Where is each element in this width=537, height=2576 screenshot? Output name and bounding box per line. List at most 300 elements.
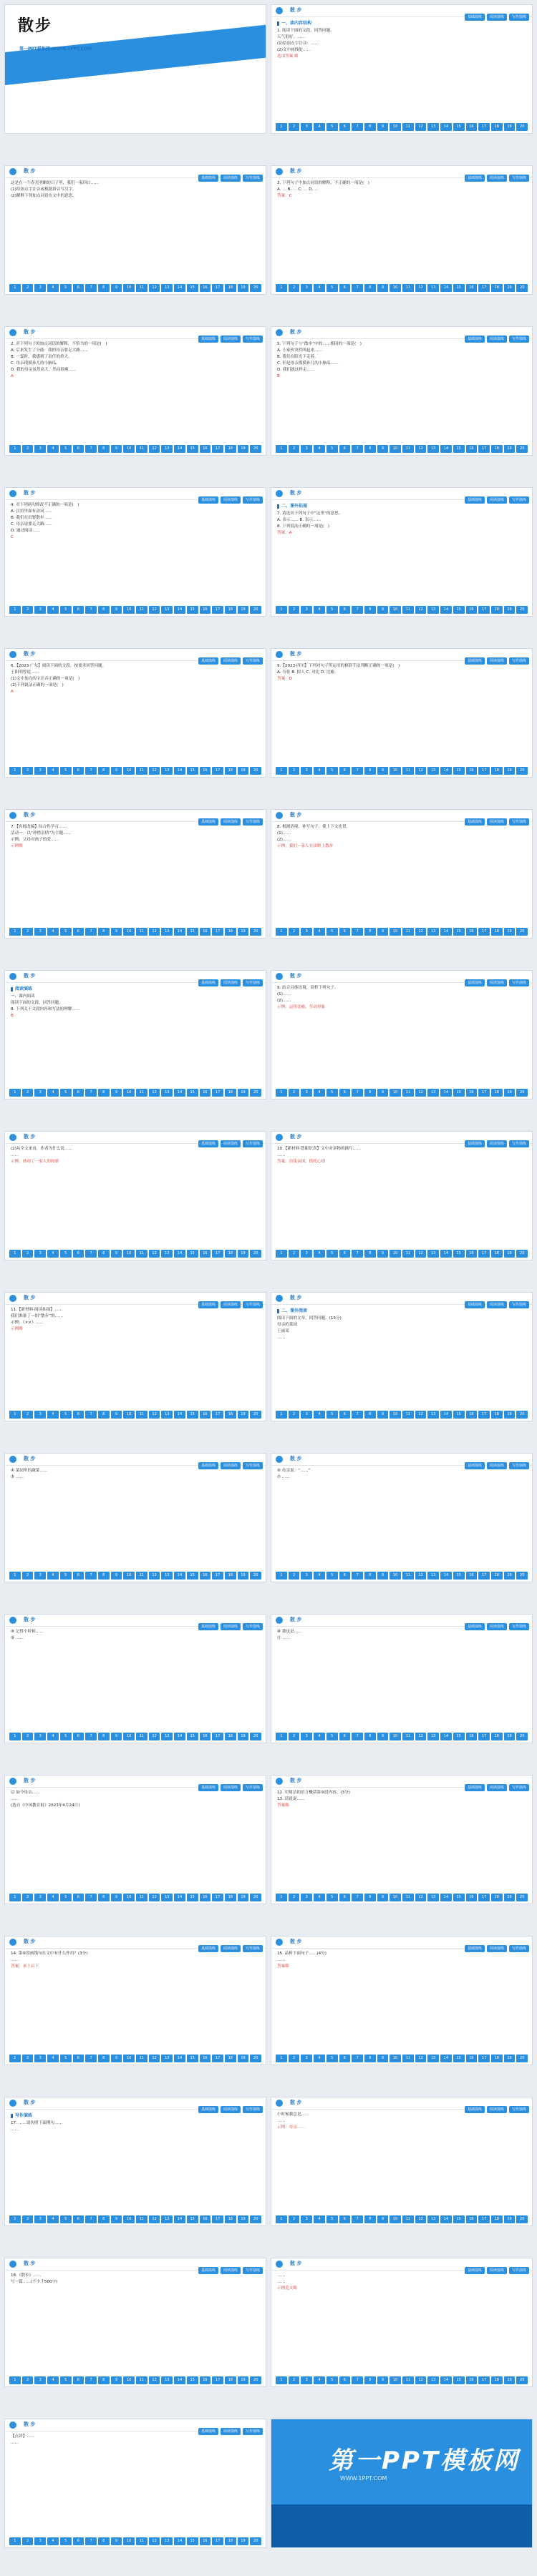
- question-number-button[interactable]: 3: [301, 445, 312, 453]
- question-number-button[interactable]: 10: [123, 1894, 135, 1901]
- slide-7[interactable]: [4, 487, 266, 617]
- question-number-button[interactable]: 13: [161, 606, 173, 614]
- question-number-button[interactable]: 15: [187, 2215, 198, 2223]
- question-number-button[interactable]: 13: [427, 1572, 439, 1580]
- nav-button[interactable]: 阅读演练: [221, 175, 241, 182]
- question-number-button[interactable]: 3: [34, 2055, 46, 2062]
- question-number-button[interactable]: 8: [98, 606, 110, 614]
- question-number-button[interactable]: 13: [427, 928, 439, 936]
- question-number-button[interactable]: 14: [174, 2376, 185, 2384]
- question-number-button[interactable]: 16: [466, 1733, 478, 1740]
- nav-button[interactable]: 阅读演练: [487, 657, 507, 665]
- nav-button[interactable]: 基础演练: [198, 496, 218, 504]
- question-number-button[interactable]: 19: [238, 2537, 249, 2545]
- nav-button[interactable]: 基础演练: [465, 657, 485, 665]
- question-number-button[interactable]: 9: [111, 1089, 122, 1097]
- question-number-button[interactable]: 7: [352, 284, 363, 292]
- question-number-button[interactable]: 2: [22, 1572, 34, 1580]
- question-number-button[interactable]: 10: [390, 445, 401, 453]
- question-number-button[interactable]: 20: [516, 1733, 528, 1740]
- question-number-button[interactable]: 20: [516, 1894, 528, 1901]
- question-number-button[interactable]: 7: [352, 767, 363, 775]
- question-number-button[interactable]: 17: [212, 1572, 223, 1580]
- question-number-button[interactable]: 17: [478, 123, 490, 131]
- question-number-button[interactable]: 2: [22, 2055, 34, 2062]
- question-number-button[interactable]: 14: [174, 2215, 185, 2223]
- question-number-button[interactable]: 18: [491, 1572, 503, 1580]
- question-number-button[interactable]: 11: [136, 1411, 147, 1419]
- question-number-button[interactable]: 3: [301, 767, 312, 775]
- slide-5[interactable]: [4, 326, 266, 456]
- question-number-button[interactable]: 9: [111, 2215, 122, 2223]
- question-number-button[interactable]: 16: [200, 1089, 211, 1097]
- question-number-button[interactable]: 5: [60, 2215, 72, 2223]
- question-number-button[interactable]: 12: [149, 2215, 160, 2223]
- slide-19[interactable]: [4, 1453, 266, 1582]
- nav-button[interactable]: 基础演练: [465, 1462, 485, 1469]
- nav-button[interactable]: 基础演练: [198, 2106, 218, 2113]
- question-number-button[interactable]: 14: [174, 1733, 185, 1740]
- question-number-button[interactable]: 1: [276, 928, 287, 936]
- question-number-button[interactable]: 4: [47, 2215, 59, 2223]
- nav-button[interactable]: 写作演练: [243, 657, 263, 665]
- question-number-button[interactable]: 2: [289, 1894, 300, 1901]
- nav-button[interactable]: 阅读演练: [221, 1784, 241, 1791]
- question-number-button[interactable]: 10: [390, 1894, 401, 1901]
- question-number-button[interactable]: 11: [136, 2537, 147, 2545]
- question-number-button[interactable]: 18: [225, 2055, 236, 2062]
- nav-button[interactable]: 写作演练: [243, 1784, 263, 1791]
- question-number-button[interactable]: 8: [98, 1572, 110, 1580]
- nav-button[interactable]: 基础演练: [198, 1301, 218, 1308]
- slide-30[interactable]: [271, 2258, 533, 2387]
- question-number-button[interactable]: 8: [364, 1411, 376, 1419]
- question-number-button[interactable]: 12: [149, 445, 160, 453]
- question-number-button[interactable]: 9: [377, 2055, 389, 2062]
- question-number-button[interactable]: 12: [415, 445, 427, 453]
- question-number-button[interactable]: 19: [238, 606, 249, 614]
- question-number-button[interactable]: 2: [289, 1089, 300, 1097]
- question-number-button[interactable]: 19: [504, 2215, 516, 2223]
- nav-button[interactable]: 阅读演练: [487, 1945, 507, 1952]
- question-number-button[interactable]: 3: [301, 606, 312, 614]
- question-number-button[interactable]: 2: [22, 1089, 34, 1097]
- question-number-button[interactable]: 15: [187, 1894, 198, 1901]
- question-number-button[interactable]: 13: [161, 445, 173, 453]
- question-number-button[interactable]: 3: [301, 1733, 312, 1740]
- slide-10[interactable]: [271, 648, 533, 778]
- question-number-button[interactable]: 7: [85, 767, 97, 775]
- question-number-button[interactable]: 6: [339, 606, 351, 614]
- question-number-button[interactable]: 16: [466, 767, 478, 775]
- question-number-button[interactable]: 13: [161, 1411, 173, 1419]
- question-number-button[interactable]: 18: [491, 1894, 503, 1901]
- question-number-button[interactable]: 5: [60, 767, 72, 775]
- question-number-button[interactable]: 14: [440, 606, 452, 614]
- question-number-button[interactable]: 19: [238, 1089, 249, 1097]
- question-number-button[interactable]: 4: [314, 2215, 325, 2223]
- question-number-button[interactable]: 3: [301, 928, 312, 936]
- question-number-button[interactable]: 15: [453, 606, 465, 614]
- question-number-button[interactable]: 12: [415, 2376, 427, 2384]
- question-number-button[interactable]: 14: [174, 445, 185, 453]
- question-number-button[interactable]: 4: [47, 2055, 59, 2062]
- question-number-button[interactable]: 1: [9, 767, 21, 775]
- question-number-button[interactable]: 6: [339, 928, 351, 936]
- question-number-button[interactable]: 18: [491, 2215, 503, 2223]
- question-number-button[interactable]: 15: [453, 2215, 465, 2223]
- question-number-button[interactable]: 20: [516, 1250, 528, 1258]
- question-number-button[interactable]: 10: [390, 1089, 401, 1097]
- nav-button[interactable]: 阅读演练: [221, 1140, 241, 1147]
- question-number-button[interactable]: 9: [111, 1572, 122, 1580]
- slide-14[interactable]: [271, 970, 533, 1100]
- question-number-button[interactable]: 10: [123, 1250, 135, 1258]
- question-number-button[interactable]: 20: [250, 1089, 261, 1097]
- question-number-button[interactable]: 12: [149, 1894, 160, 1901]
- question-number-button[interactable]: 12: [415, 123, 427, 131]
- question-number-button[interactable]: 13: [427, 1250, 439, 1258]
- question-number-button[interactable]: 8: [364, 1733, 376, 1740]
- nav-button[interactable]: 基础演练: [198, 336, 218, 343]
- nav-button[interactable]: 阅读演练: [221, 496, 241, 504]
- question-number-button[interactable]: 11: [136, 284, 147, 292]
- question-number-button[interactable]: 5: [326, 445, 338, 453]
- question-number-button[interactable]: 11: [402, 928, 414, 936]
- question-number-button[interactable]: 8: [364, 1894, 376, 1901]
- question-number-button[interactable]: 10: [390, 123, 401, 131]
- question-number-button[interactable]: 8: [364, 767, 376, 775]
- question-number-button[interactable]: 7: [85, 1572, 97, 1580]
- question-number-button[interactable]: 7: [352, 2055, 363, 2062]
- question-number-button[interactable]: 12: [149, 1572, 160, 1580]
- question-number-button[interactable]: 13: [427, 1089, 439, 1097]
- slide-6[interactable]: [271, 326, 533, 456]
- question-number-button[interactable]: 12: [149, 2055, 160, 2062]
- question-number-button[interactable]: 9: [111, 284, 122, 292]
- question-number-button[interactable]: 19: [238, 1733, 249, 1740]
- question-number-button[interactable]: 12: [149, 1089, 160, 1097]
- question-number-button[interactable]: 6: [339, 2376, 351, 2384]
- question-number-button[interactable]: 6: [73, 1089, 84, 1097]
- question-number-button[interactable]: 16: [466, 445, 478, 453]
- question-number-button[interactable]: 7: [85, 1411, 97, 1419]
- question-number-button[interactable]: 1: [276, 1572, 287, 1580]
- question-number-button[interactable]: 15: [453, 1089, 465, 1097]
- question-number-button[interactable]: 3: [34, 606, 46, 614]
- question-number-button[interactable]: 16: [466, 2215, 478, 2223]
- question-number-button[interactable]: 16: [200, 606, 211, 614]
- question-number-button[interactable]: 10: [390, 606, 401, 614]
- question-number-button[interactable]: 5: [326, 2376, 338, 2384]
- question-number-button[interactable]: 4: [47, 1411, 59, 1419]
- question-number-button[interactable]: 13: [161, 2055, 173, 2062]
- question-number-button[interactable]: 16: [200, 2215, 211, 2223]
- question-number-button[interactable]: 18: [491, 445, 503, 453]
- nav-button[interactable]: 写作演练: [243, 1623, 263, 1630]
- question-number-button[interactable]: 12: [149, 928, 160, 936]
- question-number-button[interactable]: 13: [427, 1733, 439, 1740]
- question-number-button[interactable]: 8: [98, 2376, 110, 2384]
- question-number-button[interactable]: 20: [250, 2376, 261, 2384]
- question-number-button[interactable]: 9: [377, 1089, 389, 1097]
- nav-button[interactable]: 基础演练: [198, 657, 218, 665]
- question-number-button[interactable]: 9: [377, 767, 389, 775]
- question-number-button[interactable]: 11: [136, 1572, 147, 1580]
- question-number-button[interactable]: 19: [504, 1411, 516, 1419]
- question-number-button[interactable]: 11: [136, 2055, 147, 2062]
- nav-button[interactable]: 阅读演练: [487, 14, 507, 21]
- question-number-button[interactable]: 8: [98, 2537, 110, 2545]
- question-number-button[interactable]: 17: [478, 1572, 490, 1580]
- question-number-button[interactable]: 12: [415, 767, 427, 775]
- question-number-button[interactable]: 5: [60, 1894, 72, 1901]
- question-number-button[interactable]: 8: [364, 928, 376, 936]
- question-number-button[interactable]: 14: [174, 284, 185, 292]
- nav-button[interactable]: 阅读演练: [221, 979, 241, 986]
- nav-button[interactable]: 写作演练: [509, 657, 529, 665]
- question-number-button[interactable]: 8: [364, 1572, 376, 1580]
- question-number-button[interactable]: 10: [390, 2215, 401, 2223]
- question-number-button[interactable]: 15: [453, 1894, 465, 1901]
- question-number-button[interactable]: 6: [73, 1411, 84, 1419]
- slide-20[interactable]: [271, 1453, 533, 1582]
- question-number-button[interactable]: 15: [453, 2376, 465, 2384]
- question-number-button[interactable]: 18: [491, 123, 503, 131]
- question-number-button[interactable]: 8: [364, 2055, 376, 2062]
- question-number-button[interactable]: 9: [111, 2376, 122, 2384]
- question-number-button[interactable]: 10: [390, 1250, 401, 1258]
- question-number-button[interactable]: 18: [491, 606, 503, 614]
- question-number-button[interactable]: 5: [60, 284, 72, 292]
- question-number-button[interactable]: 1: [9, 1089, 21, 1097]
- question-number-button[interactable]: 7: [85, 2215, 97, 2223]
- question-number-button[interactable]: 5: [326, 1089, 338, 1097]
- question-number-button[interactable]: 13: [161, 1250, 173, 1258]
- question-number-button[interactable]: 2: [289, 123, 300, 131]
- question-number-button[interactable]: 19: [238, 767, 249, 775]
- question-number-button[interactable]: 16: [466, 2055, 478, 2062]
- question-number-button[interactable]: 2: [22, 2537, 34, 2545]
- question-number-button[interactable]: 2: [22, 2215, 34, 2223]
- question-number-button[interactable]: 18: [225, 445, 236, 453]
- question-number-button[interactable]: 19: [238, 1572, 249, 1580]
- question-number-button[interactable]: 17: [478, 2376, 490, 2384]
- question-number-button[interactable]: 9: [111, 767, 122, 775]
- question-number-button[interactable]: 1: [276, 2215, 287, 2223]
- nav-button[interactable]: 基础演练: [198, 2267, 218, 2274]
- nav-button[interactable]: 写作演练: [243, 1140, 263, 1147]
- question-number-button[interactable]: 2: [289, 445, 300, 453]
- question-number-button[interactable]: 13: [427, 1894, 439, 1901]
- question-number-button[interactable]: 2: [289, 767, 300, 775]
- nav-button[interactable]: 写作演练: [509, 1945, 529, 1952]
- question-number-button[interactable]: 2: [289, 1733, 300, 1740]
- question-number-button[interactable]: 16: [466, 928, 478, 936]
- question-number-button[interactable]: 12: [415, 1733, 427, 1740]
- question-number-button[interactable]: 1: [276, 767, 287, 775]
- question-number-button[interactable]: 20: [250, 767, 261, 775]
- question-number-button[interactable]: 6: [73, 2537, 84, 2545]
- question-number-button[interactable]: 14: [440, 1733, 452, 1740]
- question-number-button[interactable]: 5: [326, 928, 338, 936]
- question-number-button[interactable]: 9: [111, 1411, 122, 1419]
- question-number-button[interactable]: 8: [98, 284, 110, 292]
- question-number-button[interactable]: 20: [250, 1250, 261, 1258]
- question-number-button[interactable]: 4: [314, 445, 325, 453]
- question-number-button[interactable]: 5: [60, 1089, 72, 1097]
- question-number-button[interactable]: 15: [453, 1250, 465, 1258]
- question-number-button[interactable]: 5: [326, 1250, 338, 1258]
- question-number-button[interactable]: 11: [136, 445, 147, 453]
- question-number-button[interactable]: 5: [326, 123, 338, 131]
- slide-24[interactable]: [271, 1775, 533, 1904]
- question-number-button[interactable]: 5: [326, 2055, 338, 2062]
- question-number-button[interactable]: 5: [60, 1733, 72, 1740]
- slide-17[interactable]: [4, 1292, 266, 1421]
- question-number-button[interactable]: 13: [161, 1894, 173, 1901]
- question-number-button[interactable]: 13: [427, 606, 439, 614]
- question-number-button[interactable]: 2: [22, 606, 34, 614]
- question-number-button[interactable]: 5: [60, 1411, 72, 1419]
- question-number-button[interactable]: 9: [111, 1894, 122, 1901]
- slide-29[interactable]: [4, 2258, 266, 2387]
- question-number-button[interactable]: 11: [402, 606, 414, 614]
- question-number-button[interactable]: 8: [98, 767, 110, 775]
- nav-button[interactable]: 写作演练: [509, 14, 529, 21]
- question-number-button[interactable]: 10: [123, 284, 135, 292]
- question-number-button[interactable]: 3: [301, 284, 312, 292]
- question-number-button[interactable]: 9: [111, 1250, 122, 1258]
- question-number-button[interactable]: 5: [326, 1572, 338, 1580]
- slide-25[interactable]: [4, 1936, 266, 2065]
- question-number-button[interactable]: 11: [136, 767, 147, 775]
- question-number-button[interactable]: 12: [415, 1089, 427, 1097]
- question-number-button[interactable]: 7: [85, 445, 97, 453]
- question-number-button[interactable]: 16: [466, 284, 478, 292]
- question-number-button[interactable]: 1: [276, 606, 287, 614]
- question-number-button[interactable]: 13: [161, 2376, 173, 2384]
- nav-button[interactable]: 基础演练: [198, 818, 218, 826]
- question-number-button[interactable]: 15: [453, 2055, 465, 2062]
- nav-button[interactable]: 基础演练: [465, 496, 485, 504]
- question-number-button[interactable]: 20: [250, 1411, 261, 1419]
- question-number-button[interactable]: 5: [326, 1733, 338, 1740]
- question-number-button[interactable]: 8: [98, 1089, 110, 1097]
- question-number-button[interactable]: 4: [47, 1894, 59, 1901]
- question-number-button[interactable]: 1: [276, 445, 287, 453]
- question-number-button[interactable]: 6: [339, 1894, 351, 1901]
- nav-button[interactable]: 基础演练: [465, 336, 485, 343]
- question-number-button[interactable]: 2: [22, 1733, 34, 1740]
- question-number-button[interactable]: 11: [402, 1733, 414, 1740]
- question-number-button[interactable]: 1: [276, 123, 287, 131]
- question-number-button[interactable]: 6: [73, 2055, 84, 2062]
- nav-button[interactable]: 写作演练: [509, 2267, 529, 2274]
- question-number-button[interactable]: 5: [326, 606, 338, 614]
- nav-button[interactable]: 写作演练: [243, 2428, 263, 2435]
- question-number-button[interactable]: 20: [250, 2055, 261, 2062]
- nav-button[interactable]: 写作演练: [243, 818, 263, 826]
- slide-4[interactable]: [271, 165, 533, 295]
- question-number-button[interactable]: 3: [34, 1894, 46, 1901]
- question-number-button[interactable]: 1: [9, 1894, 21, 1901]
- question-number-button[interactable]: 5: [60, 928, 72, 936]
- nav-button[interactable]: 阅读演练: [221, 2428, 241, 2435]
- slide-15[interactable]: [4, 1131, 266, 1260]
- question-number-button[interactable]: 10: [123, 928, 135, 936]
- slide-27[interactable]: [4, 2097, 266, 2226]
- question-number-button[interactable]: 17: [478, 2055, 490, 2062]
- question-number-button[interactable]: 20: [516, 445, 528, 453]
- nav-button[interactable]: 写作演练: [509, 818, 529, 826]
- question-number-button[interactable]: 19: [238, 928, 249, 936]
- question-number-button[interactable]: 12: [149, 1250, 160, 1258]
- question-number-button[interactable]: 8: [98, 1894, 110, 1901]
- question-number-button[interactable]: 7: [85, 1894, 97, 1901]
- question-number-button[interactable]: 4: [47, 445, 59, 453]
- question-number-button[interactable]: 9: [377, 1572, 389, 1580]
- question-number-button[interactable]: 19: [238, 284, 249, 292]
- question-number-button[interactable]: 1: [9, 1250, 21, 1258]
- nav-button[interactable]: 阅读演练: [487, 1301, 507, 1308]
- question-number-button[interactable]: 11: [136, 1733, 147, 1740]
- question-number-button[interactable]: 10: [123, 1411, 135, 1419]
- question-number-button[interactable]: 11: [402, 1894, 414, 1901]
- question-number-button[interactable]: 15: [187, 2537, 198, 2545]
- question-number-button[interactable]: 18: [225, 1572, 236, 1580]
- question-number-button[interactable]: 12: [149, 1733, 160, 1740]
- question-number-button[interactable]: 9: [111, 2537, 122, 2545]
- question-number-button[interactable]: 1: [9, 2055, 21, 2062]
- question-number-button[interactable]: 20: [250, 1733, 261, 1740]
- question-number-button[interactable]: 6: [73, 284, 84, 292]
- question-number-button[interactable]: 20: [516, 1411, 528, 1419]
- question-number-button[interactable]: 20: [250, 445, 261, 453]
- question-number-button[interactable]: 19: [238, 2215, 249, 2223]
- question-number-button[interactable]: 20: [250, 1894, 261, 1901]
- question-number-button[interactable]: 20: [516, 606, 528, 614]
- question-number-button[interactable]: 19: [504, 1733, 516, 1740]
- question-number-button[interactable]: 4: [47, 1733, 59, 1740]
- nav-button[interactable]: 阅读演练: [487, 496, 507, 504]
- question-number-button[interactable]: 12: [415, 1894, 427, 1901]
- question-number-button[interactable]: 3: [34, 1250, 46, 1258]
- nav-button[interactable]: 基础演练: [198, 2428, 218, 2435]
- question-number-button[interactable]: 16: [200, 1250, 211, 1258]
- question-number-button[interactable]: 8: [364, 284, 376, 292]
- question-number-button[interactable]: 1: [9, 606, 21, 614]
- question-number-button[interactable]: 19: [504, 445, 516, 453]
- question-number-button[interactable]: 1: [9, 2537, 21, 2545]
- question-number-button[interactable]: 7: [85, 928, 97, 936]
- question-number-button[interactable]: 15: [187, 928, 198, 936]
- question-number-button[interactable]: 9: [111, 606, 122, 614]
- question-number-button[interactable]: 2: [22, 767, 34, 775]
- question-number-button[interactable]: 14: [440, 284, 452, 292]
- nav-button[interactable]: 阅读演练: [487, 1784, 507, 1791]
- nav-button[interactable]: 阅读演练: [221, 657, 241, 665]
- question-number-button[interactable]: 3: [34, 2537, 46, 2545]
- question-number-button[interactable]: 4: [314, 1411, 325, 1419]
- question-number-button[interactable]: 6: [339, 2055, 351, 2062]
- question-number-button[interactable]: 16: [466, 1572, 478, 1580]
- question-number-button[interactable]: 13: [427, 445, 439, 453]
- question-number-button[interactable]: 9: [111, 445, 122, 453]
- question-number-button[interactable]: 14: [174, 1411, 185, 1419]
- question-number-button[interactable]: 17: [478, 1089, 490, 1097]
- question-number-button[interactable]: 10: [123, 606, 135, 614]
